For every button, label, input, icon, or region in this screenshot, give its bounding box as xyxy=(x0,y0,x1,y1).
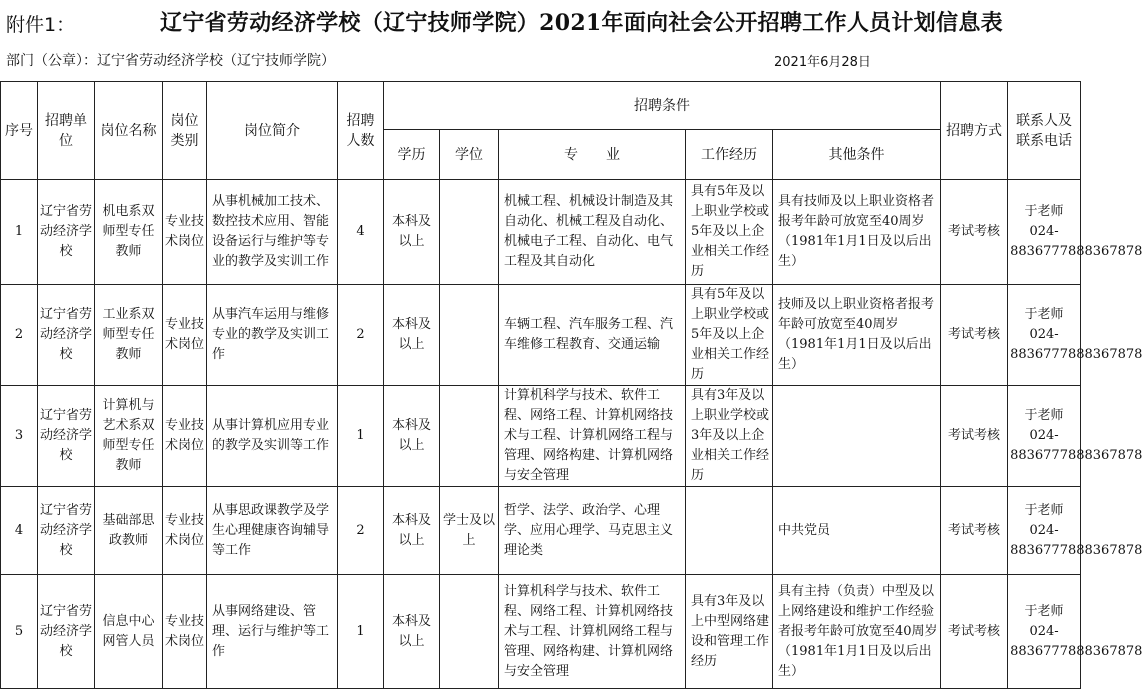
cell-experience: 具有3年及以上中型网络建设和管理工作经历 xyxy=(686,575,773,689)
cell-other: 技师及以上职业资格者报考年龄可放宽至40周岁（1981年1月1日及以后出生） xyxy=(773,285,941,386)
cell-method: 考试考核 xyxy=(941,386,1008,487)
cell-post-type: 专业技术岗位 xyxy=(163,487,207,575)
cell-unit: 辽宁省劳动经济学校 xyxy=(38,487,95,575)
cell-contact: 于老师024-8836777888367878 xyxy=(1008,180,1081,285)
cell-count: 2 xyxy=(338,285,384,386)
col-seq: 序号 xyxy=(1,82,38,180)
cell-seq: 1 xyxy=(1,180,38,285)
table-row xyxy=(1,575,1081,689)
cell-post-name: 基础部思政教师 xyxy=(95,487,163,575)
cell-major: 计算机科学与技术、软件工程、网络工程、计算机网络技术与工程、计算机网络工程与管理、网络构建、计算机网络与安全管理 xyxy=(499,386,686,487)
col-experience: 工作经历 xyxy=(686,130,773,180)
cell-count: 2 xyxy=(338,487,384,575)
col-other: 其他条件 xyxy=(773,130,941,180)
cell-unit: 辽宁省劳动经济学校 xyxy=(38,180,95,285)
cell-count: 4 xyxy=(338,180,384,285)
cell-education: 本科及以上 xyxy=(384,386,440,487)
col-conditions: 招聘条件 xyxy=(384,82,941,130)
cell-experience: 具有3年及以上职业学校或3年及以上企业相关工作经历 xyxy=(686,386,773,487)
cell-method: 考试考核 xyxy=(941,180,1008,285)
cell-education: 本科及以上 xyxy=(384,285,440,386)
cell-major: 哲学、法学、政治学、心理学、应用心理学、马克思主义理论类 xyxy=(499,487,686,575)
header-row xyxy=(1,82,1081,130)
cell-post-intro: 从事计算机应用专业的教学及实训等工作 xyxy=(207,386,338,487)
cell-post-intro: 从事机械加工技术、数控技术应用、智能设备运行与维护等专业的教学及实训工作 xyxy=(207,180,338,285)
cell-other: 具有技师及以上职业资格者报考年龄可放宽至40周岁（1981年1月1日及以后出生） xyxy=(773,180,941,285)
cell-post-name: 工业系双师型专任教师 xyxy=(95,285,163,386)
cell-post-type: 专业技术岗位 xyxy=(163,285,207,386)
cell-contact: 于老师024-8836777888367878 xyxy=(1008,285,1081,386)
cell-method: 考试考核 xyxy=(941,575,1008,689)
cell-post-intro: 从事汽车运用与维修专业的教学及实训工作 xyxy=(207,285,338,386)
cell-major: 车辆工程、汽车服务工程、汽车维修工程教育、交通运输 xyxy=(499,285,686,386)
cell-method: 考试考核 xyxy=(941,285,1008,386)
table-row xyxy=(1,386,1081,487)
cell-seq: 2 xyxy=(1,285,38,386)
cell-contact: 于老师024-8836777888367878 xyxy=(1008,386,1081,487)
cell-other: 具有主持（负责）中型及以上网络建设和维护工作经验者报考年龄可放宽至40周岁（1981年1月1日及以后出生） xyxy=(773,575,941,689)
cell-major: 机械工程、机械设计制造及其自动化、机械工程及自动化、机械电子工程、自动化、电气工程及其自动化 xyxy=(499,180,686,285)
cell-experience: 具有5年及以上职业学校或5年及以上企业相关工作经历 xyxy=(686,285,773,386)
cell-unit: 辽宁省劳动经济学校 xyxy=(38,386,95,487)
cell-unit: 辽宁省劳动经济学校 xyxy=(38,285,95,386)
cell-post-name: 机电系双师型专任教师 xyxy=(95,180,163,285)
annex-label: 附件1： xyxy=(6,14,76,36)
col-unit: 招聘单位 xyxy=(38,82,95,180)
col-count: 招聘人数 xyxy=(338,82,384,180)
col-post-type: 岗位类别 xyxy=(163,82,207,180)
cell-seq: 4 xyxy=(1,487,38,575)
cell-experience xyxy=(686,487,773,575)
table-row xyxy=(1,487,1081,575)
table-row xyxy=(1,180,1081,285)
cell-seq: 5 xyxy=(1,575,38,689)
recruitment-table xyxy=(0,81,1142,689)
col-education: 学历 xyxy=(384,130,440,180)
col-major: 专 业 xyxy=(499,130,686,180)
table-row xyxy=(1,285,1081,386)
col-post-name: 岗位名称 xyxy=(95,82,163,180)
cell-count: 1 xyxy=(338,386,384,487)
cell-major: 计算机科学与技术、软件工程、网络工程、计算机网络技术与工程、计算机网络工程与管理、网络构建、计算机网络与安全管理 xyxy=(499,575,686,689)
cell-method: 考试考核 xyxy=(941,487,1008,575)
cell-education: 本科及以上 xyxy=(384,487,440,575)
date-label: 2021年6月28日 xyxy=(774,55,871,70)
col-post-intro: 岗位简介 xyxy=(207,82,338,180)
cell-seq: 3 xyxy=(1,386,38,487)
cell-post-intro: 从事思政课教学及学生心理健康咨询辅导等工作 xyxy=(207,487,338,575)
cell-count: 1 xyxy=(338,575,384,689)
department-label: 部门（公章）：辽宁省劳动经济学校（辽宁技师学院） xyxy=(6,53,335,69)
cell-degree xyxy=(440,285,499,386)
cell-education: 本科及以上 xyxy=(384,180,440,285)
cell-contact: 于老师024-8836777888367878 xyxy=(1008,487,1081,575)
page-title: 辽宁省劳动经济学校（辽宁技师学院）2021年面向社会公开招聘工作人员计划信息表 xyxy=(160,10,1003,36)
cell-degree: 学士及以上 xyxy=(440,487,499,575)
cell-experience: 具有5年及以上职业学校或5年及以上企业相关工作经历 xyxy=(686,180,773,285)
cell-post-type: 专业技术岗位 xyxy=(163,575,207,689)
cell-post-type: 专业技术岗位 xyxy=(163,180,207,285)
cell-degree xyxy=(440,386,499,487)
title-row xyxy=(0,0,1080,44)
cell-unit: 辽宁省劳动经济学校 xyxy=(38,575,95,689)
cell-other xyxy=(773,386,941,487)
cell-education: 本科及以上 xyxy=(384,575,440,689)
cell-post-name: 计算机与艺术系双师型专任教师 xyxy=(95,386,163,487)
col-contact: 联系人及联系电话 xyxy=(1008,82,1081,180)
cell-degree xyxy=(440,180,499,285)
cell-post-name: 信息中心网管人员 xyxy=(95,575,163,689)
cell-post-type: 专业技术岗位 xyxy=(163,386,207,487)
cell-other: 中共党员 xyxy=(773,487,941,575)
cell-contact: 于老师024-8836777888367878 xyxy=(1008,575,1081,689)
col-degree: 学位 xyxy=(440,130,499,180)
cell-post-intro: 从事网络建设、管理、运行与维护等工作 xyxy=(207,575,338,689)
col-method: 招聘方式 xyxy=(941,82,1008,180)
cell-degree xyxy=(440,575,499,689)
